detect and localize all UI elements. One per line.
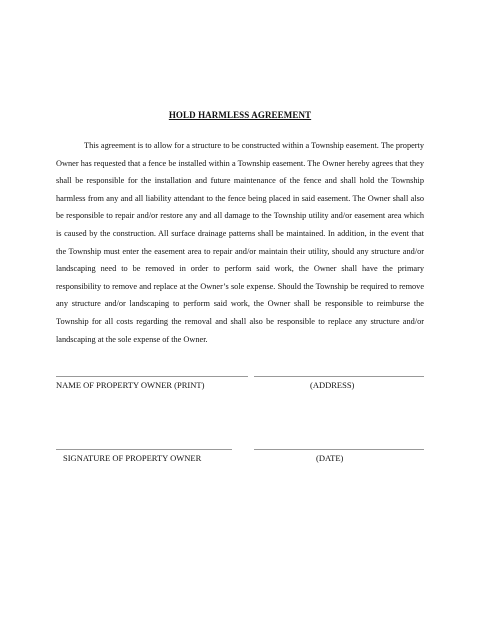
- address-line[interactable]: [254, 376, 424, 377]
- owner-name-label: NAME OF PROPERTY OWNER (PRINT): [56, 380, 205, 390]
- owner-name-line[interactable]: [56, 376, 248, 377]
- document-title: HOLD HARMLESS AGREEMENT: [168, 110, 312, 120]
- address-label: (ADDRESS): [310, 380, 355, 390]
- date-label: (DATE): [316, 453, 344, 463]
- owner-signature-line[interactable]: [56, 449, 232, 450]
- agreement-body: This agreement is to allow for a structure to be constructed within a Township easement. The property Owner has requested that a fence be installed within a Township easement. The Owner hereby agrees that they shall be responsible for the installation and future maintenance of the fence and shall hold the Township harmless from any and all liability attendant to the fence being placed in said easement. The Owner shall also be responsible to repair and/or restore any and all damage to the Township utility and/or easement area which is caused by the construction. All surface drainage patterns shall be maintained. In addition, in the event that the Township must enter the easement area to repair and/or maintain their utility, should any structure and/or landscaping need to be removed in order to perform said work, the Owner shall have the primary responsibility to remove and replace at the Owner’s sole expense. Should the Township be required to remove any structure and/or landscaping to perform said work, the Owner shall be responsible to reimburse the Township for all costs regarding the removal and shall also be responsible to replace any structure and/or landscaping at the sole expense of the Owner.: [56, 141, 424, 344]
- date-line[interactable]: [254, 449, 424, 450]
- owner-signature-label: SIGNATURE OF PROPERTY OWNER: [63, 453, 202, 463]
